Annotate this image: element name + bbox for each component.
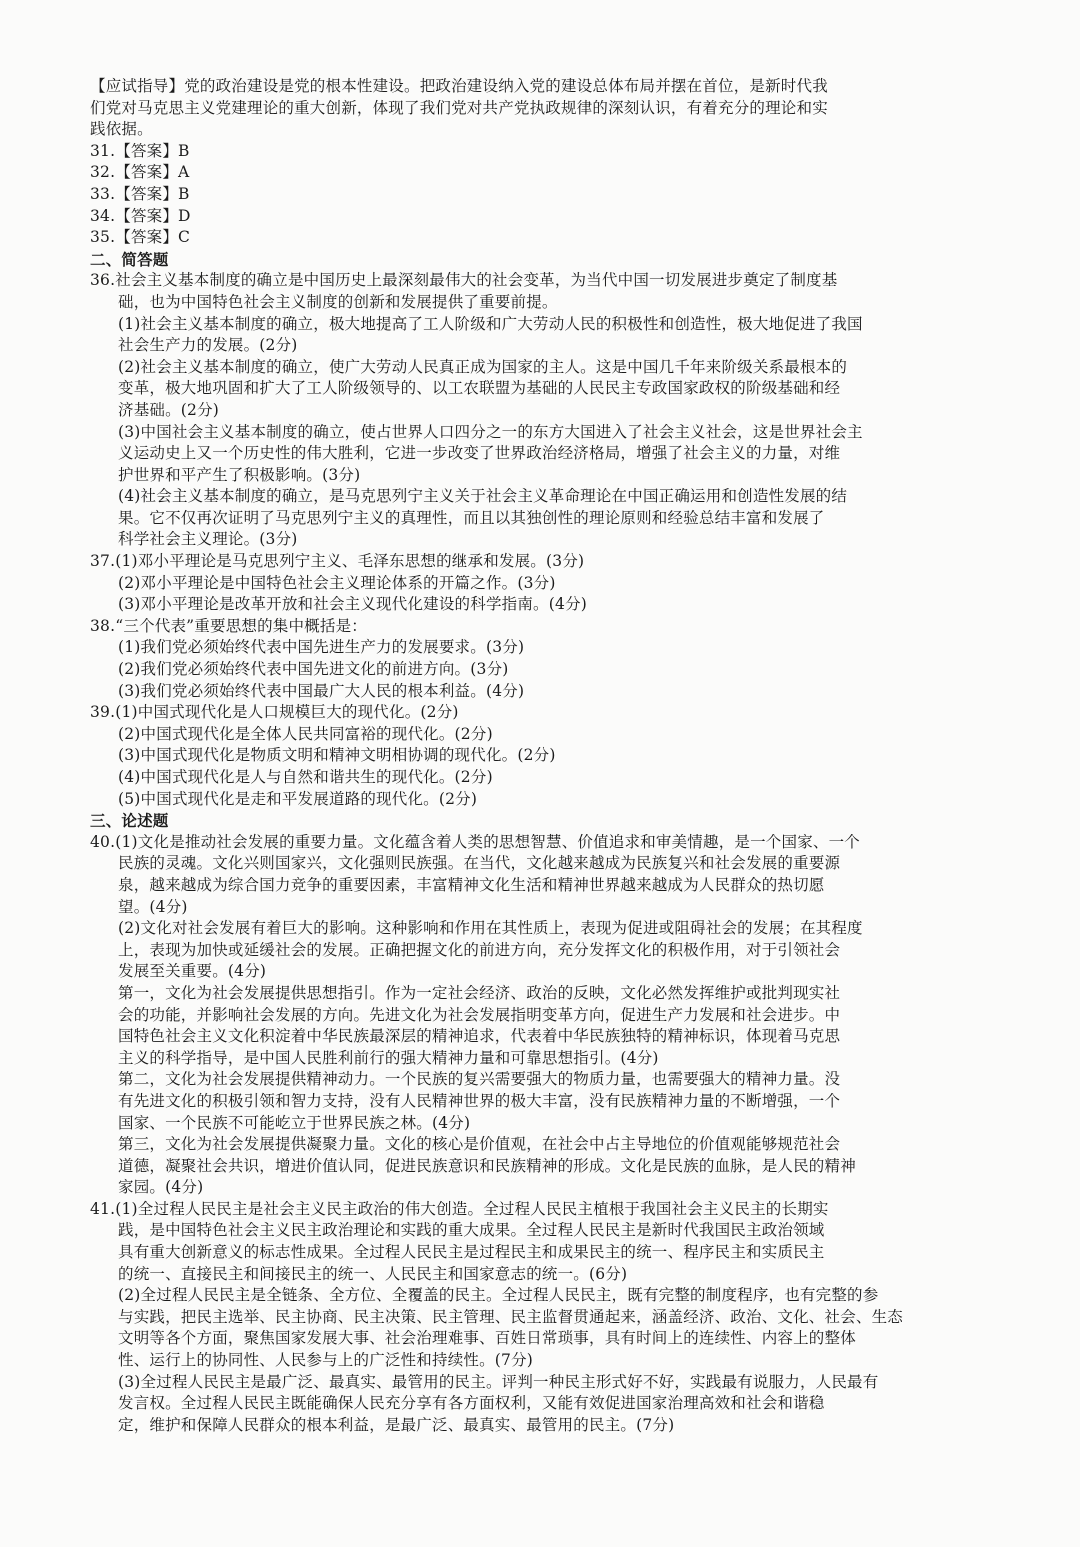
q41-line: 41.(1)全过程人民民主是社会主义民主政治的伟大创造。全过程人民民主植根于我国社会主义民主的长期实	[90, 1199, 829, 1218]
answer-32: 32.【答案】A	[90, 163, 190, 182]
q40-line: 泉，越来越成为综合国力竞争的重要因素，丰富精神文化生活和精神世界越来越成为人民群众的热切愿	[118, 875, 825, 894]
q40-line: 主义的科学指导，是中国人民胜利前行的强大精神力量和可靠思想指引。(4分)	[118, 1048, 659, 1067]
answer-34: 34.【答案】D	[90, 206, 191, 225]
q37-line: (3)邓小平理论是改革开放和社会主义现代化建设的科学指南。(4分)	[118, 595, 588, 614]
q41-line: 文明等各个方面，聚焦国家发展大事、社会治理难事、百姓日常琐事，具有时间上的连续性、内容上的整体	[118, 1329, 856, 1348]
q36-line: (2)社会主义基本制度的确立，使广大劳动人民真正成为国家的主人。这是中国几千年来阶级关系最根本的	[118, 357, 848, 376]
q38-line: (3)我们党必须始终代表中国最广大人民的根本利益。(4分)	[118, 681, 525, 700]
guide-text-line: 们党对马克思主义党建理论的重大创新，体现了我们党对共产党执政规律的深刻认识，有着充分的理论和实	[90, 98, 828, 117]
q41-line: (2)全过程人民民主是全链条、全方位、全覆盖的民主。全过程人民民主，既有完整的制度程序，也有完整的参	[118, 1286, 879, 1305]
q39-line: (4)中国式现代化是人与自然和谐共生的现代化。(2分)	[118, 768, 493, 786]
q36-line: 济基础。(2分)	[118, 400, 220, 419]
q41-line: (3)全过程人民民主是最广泛、最真实、最管用的民主。评判一种民主形式好不好，实践最有说服力，人民最有	[118, 1372, 879, 1391]
q39-line: (2)中国式现代化是全体人民共同富裕的现代化。(2分)	[118, 724, 493, 743]
q40-line: (2)文化对社会发展有着巨大的影响。这种影响和作用在其性质上，表现为促进或阻碍社会的发展；在其程度	[118, 919, 863, 938]
guide-text-line: 【应试指导】党的政治建设是党的根本性建设。把政治建设纳入党的建设总体布局并摆在首位，是新时代我	[90, 77, 828, 95]
answer-key-content	[90, 76, 1035, 1436]
q39-line: (5)中国式现代化是走和平发展道路的现代化。(2分)	[118, 789, 478, 808]
q41-line: 具有重大创新意义的标志性成果。全过程人民民主是过程民主和成果民主的统一、程序民主和实质民主	[118, 1243, 825, 1262]
q40-line: 国家、一个民族不可能屹立于世界民族之林。(4分)	[118, 1113, 471, 1132]
section-heading: 三、论述题	[90, 811, 169, 831]
q37-line: 37.(1)邓小平理论是马克思列宁主义、毛泽东思想的继承和发展。(3分)	[90, 552, 585, 571]
q40-line: 第一，文化为社会发展提供思想指引。作为一定社会经济、政治的反映，文化必然发挥维护或批判现实社	[118, 983, 841, 1002]
q36-line: 变革，极大地巩固和扩大了工人阶级领导的、以工农联盟为基础的人民民主专政国家政权的阶级基础和经	[118, 379, 841, 398]
q40-line: 有先进文化的积极引领和智力支持，没有人民精神世界的极大丰富，没有民族精神力量的不断增强，一个	[118, 1091, 841, 1110]
q40-line: 道德，凝聚社会共识，增进价值认同，促进民族意识和民族精神的形成。文化是民族的血脉，是人民的精神	[118, 1156, 856, 1175]
q36-line: 果。它不仅再次证明了马克思列宁主义的真理性，而且以其独创性的理论原则和经验总结丰富和发展了	[118, 508, 825, 527]
q36-line: 义运动史上又一个历史性的伟大胜利，它进一步改变了世界政治经济格局，增强了社会主义的力量，对维	[118, 444, 841, 463]
q38-line: 38.“三个代表”重要思想的集中概括是：	[90, 616, 367, 635]
q38-line: (2)我们党必须始终代表中国先进文化的前进方向。(3分)	[118, 660, 509, 679]
q40-line: 第三，文化为社会发展提供凝聚力量。文化的核心是价值观，在社会中占主导地位的价值观能够规范社会	[118, 1135, 841, 1154]
q41-line: 与实践，把民主选举、民主协商、民主决策、民主管理、民主监督贯通起来，涵盖经济、政治、文化、社会、生态	[118, 1307, 904, 1326]
q36-line: 护世界和平产生了积极影响。(3分)	[118, 465, 361, 484]
q40-line: 国特色社会主义文化积淀着中华民族最深层的精神追求，代表着中华民族独特的精神标识，体现着马克思	[118, 1027, 841, 1046]
q40-line: 上，表现为加快或延缓社会的发展。正确把握文化的前进方向，充分发挥文化的积极作用，对于引领社会	[118, 940, 841, 959]
q41-line: 的统一、直接民主和间接民主的统一、人民民主和国家意志的统一。(6分)	[118, 1264, 628, 1283]
q41-line: 践，是中国特色社会主义民主政治理论和实践的重大成果。全过程人民民主是新时代我国民主政治领域	[118, 1221, 825, 1240]
q40-line: 望。(4分)	[118, 897, 188, 916]
answer-33: 33.【答案】B	[90, 184, 190, 203]
q40-line: 会的功能，并影响社会发展的方向。先进文化为社会发展指明变革方向，促进生产力发展和社会进步。中	[118, 1005, 841, 1024]
q39-line: 39.(1)中国式现代化是人口规模巨大的现代化。(2分)	[90, 703, 459, 722]
q36-line: 36.社会主义基本制度的确立是中国历史上最深刻最伟大的社会变革，为当代中国一切发展进步奠定了制度基	[90, 271, 838, 290]
guide-text-line: 践依据。	[90, 120, 153, 139]
answer-35: 35.【答案】C	[90, 228, 191, 247]
q36-line: (4)社会主义基本制度的确立，是马克思列宁主义关于社会主义革命理论在中国正确运用和创造性发展的结	[118, 487, 848, 506]
q40-line: 民族的灵魂。文化兴则国家兴，文化强则民族强。在当代，文化越来越成为民族复兴和社会发展的重要源	[118, 854, 841, 873]
q38-line: (1)我们党必须始终代表中国先进生产力的发展要求。(3分)	[118, 638, 525, 657]
q40-line: 40.(1)文化是推动社会发展的重要力量。文化蕴含着人类的思想智慧、价值追求和审美情趣，是一个国家、一个	[90, 832, 861, 851]
q40-line: 第二，文化为社会发展提供精神动力。一个民族的复兴需要强大的物质力量，也需要强大的精神力量。没	[118, 1070, 841, 1089]
q37-line: (2)邓小平理论是中国特色社会主义理论体系的开篇之作。(3分)	[118, 573, 556, 592]
q40-line: 家园。(4分)	[118, 1178, 204, 1197]
q41-line: 发言权。全过程人民民主既能确保人民充分享有各方面权利，又能有效促进国家治理高效和社会和谐稳	[118, 1394, 825, 1413]
answer-31: 31.【答案】B	[90, 141, 190, 160]
section-heading: 二、简答题	[90, 249, 169, 269]
q36-line: 础，也为中国特色社会主义制度的创新和发展提供了重要前提。	[118, 292, 558, 311]
q36-line: 社会生产力的发展。(2分)	[118, 336, 298, 355]
q36-line: (3)中国社会主义基本制度的确立，使占世界人口四分之一的东方大国进入了社会主义社会，这是世界社会主	[118, 422, 863, 441]
q36-line: (1)社会主义基本制度的确立，极大地提高了工人阶级和广大劳动人民的积极性和创造性，极大地促进了我国	[118, 314, 863, 333]
q36-line: 科学社会主义理论。(3分)	[118, 530, 298, 549]
q40-line: 发展至关重要。(4分)	[118, 962, 267, 981]
q39-line: (3)中国式现代化是物质文明和精神文明相协调的现代化。(2分)	[118, 746, 556, 765]
q41-line: 定，维护和保障人民群众的根本利益，是最广泛、最真实、最管用的民主。(7分)	[118, 1415, 675, 1434]
q41-line: 性、运行上的协同性、人民参与上的广泛性和持续性。(7分)	[118, 1351, 534, 1370]
